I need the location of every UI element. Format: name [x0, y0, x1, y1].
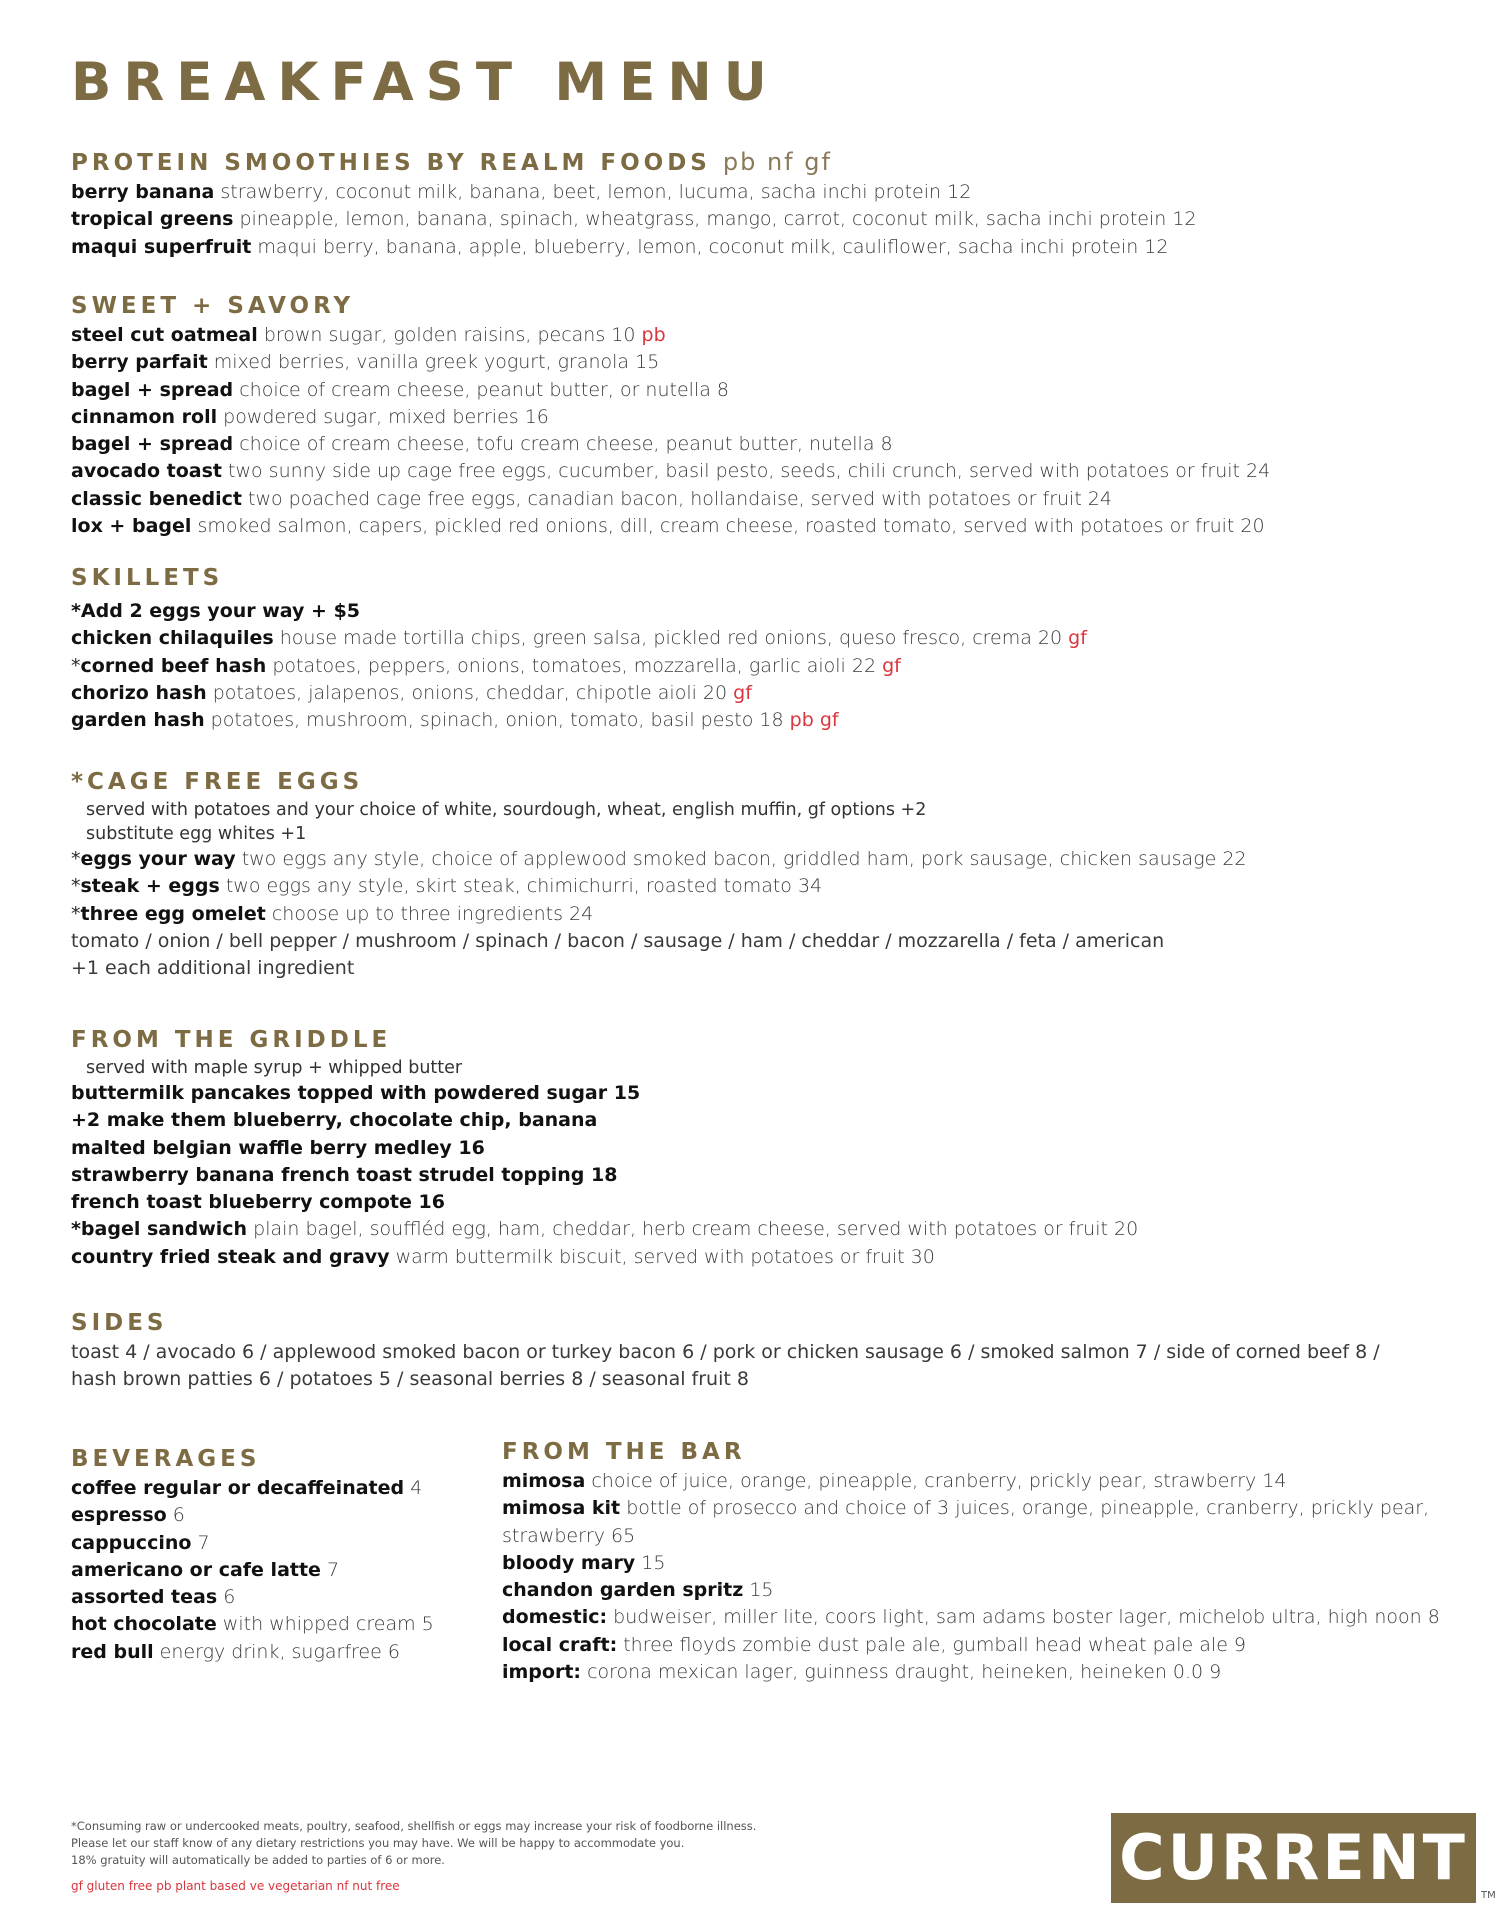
menu-item: domestic: budweiser, miller lite, coors light, sam adams boster lager, michelob ultra, high noon 8: [502, 1606, 1440, 1629]
menu-item: mimosa choice of juice, orange, pineapple, cranberry, prickly pear, strawberry 14: [502, 1470, 1287, 1492]
menu-item: americano or cafe latte 7: [71, 1558, 340, 1581]
menu-item: classic benedict two poached cage free eggs, canadian bacon, hollandaise, served with potatoes or fruit 24: [71, 487, 1112, 510]
section-bar: [502, 1436, 1449, 1686]
menu-item: strawberry banana french toast strudel topping 18: [71, 1163, 618, 1186]
disclaimer-line: *Consuming raw or undercooked meats, poultry, seafood, shellfish or eggs may increase your risk of foodborne illness.: [71, 1819, 757, 1833]
menu-item: hot chocolate with whipped cream 5: [71, 1613, 434, 1636]
menu-item: espresso 6: [71, 1504, 185, 1527]
menu-item: tropical greens pineapple, lemon, banana, spinach, wheatgrass, mango, carrot, coconut milk, sacha inchi protein 12: [71, 208, 1197, 231]
diet-tag: gf: [1068, 627, 1087, 650]
add-eggs-note: *Add 2 eggs your way + $5: [71, 600, 361, 622]
section-title: *CAGE FREE EGGS: [71, 769, 364, 795]
section-title: SIDES: [71, 1310, 168, 1336]
menu-item: chandon garden spritz 15: [502, 1579, 774, 1602]
menu-item: french toast blueberry compote 16: [71, 1191, 445, 1214]
menu-item: cinnamon roll powdered sugar, mixed berries 16: [71, 405, 549, 428]
menu-item: import: corona mexican lager, guinness draught, heineken, heineken 0.0 9: [502, 1661, 1222, 1684]
section-title: SKILLETS: [71, 565, 224, 591]
section-griddle: [71, 1024, 1449, 1271]
section-sweet-savory: [71, 290, 1449, 540]
section-note: served with potatoes and your choice of white, sourdough, wheat, english muffin, gf options +2: [86, 800, 927, 820]
menu-item: country fried steak and gravy warm buttermilk biscuit, served with potatoes or fruit 30: [71, 1245, 935, 1268]
disclaimer-line: 18% gratuity will automatically be added to parties of 6 or more.: [71, 1853, 445, 1867]
diet-legend: gf gluten free pb plant based ve vegetarian nf nut free: [71, 1879, 400, 1893]
section-title: FROM THE GRIDDLE: [71, 1027, 392, 1053]
section-sides: [71, 1307, 1429, 1394]
menu-item: *bagel sandwich plain bagel, souffléd egg, ham, cheddar, herb cream cheese, served with potatoes or fruit 20: [71, 1218, 1139, 1241]
menu-item: *steak + eggs two eggs any style, skirt steak, chimichurri, roasted tomato 34: [71, 875, 823, 898]
section-note: served with maple syrup + whipped butter: [86, 1058, 463, 1078]
menu-item: chicken chilaquiles house made tortilla chips, green salsa, pickled red onions, queso fresco, crema 20 gf: [71, 627, 1087, 650]
menu-item: *eggs your way two eggs any style, choice of applewood smoked bacon, griddled ham, pork sausage, chicken sausage 22: [71, 848, 1247, 870]
sides-list: toast 4 / avocado 6 / applewood smoked bacon or turkey bacon 6 / pork or chicken sausage 6 / smoked salmon 7 / side of corned beef 8 / hash brown patties 6 / potatoes 5 / seasonal berries 8 / seasonal fruit 8: [71, 1341, 1380, 1391]
trademark-mark: TM: [1481, 1890, 1496, 1901]
disclaimer-line: Please let our staff know of any dietary restrictions you may have. We will be happy to accommodate you.: [71, 1836, 685, 1850]
section-title: SWEET + SAVORY: [71, 293, 355, 319]
section-title: FROM THE BAR: [502, 1439, 746, 1465]
menu-item: lox + bagel smoked salmon, capers, pickled red onions, dill, cream cheese, roasted tomato, served with potatoes or fruit 20: [71, 515, 1265, 538]
menu-item: local craft: three floyds zombie dust pale ale, gumball head wheat pale ale 9: [502, 1633, 1247, 1656]
menu-item: steel cut oatmeal brown sugar, golden raisins, pecans 10 pb: [71, 324, 666, 346]
menu-item: coffee regular or decaffeinated 4: [71, 1477, 423, 1499]
menu-item: garden hash potatoes, mushroom, spinach, onion, tomato, basil pesto 18 pb gf: [71, 709, 839, 732]
omelet-additional: +1 each additional ingredient: [71, 957, 355, 980]
menu-item: bagel + spread choice of cream cheese, peanut butter, or nutella 8: [71, 378, 729, 401]
menu-item: avocado toast two sunny side up cage free eggs, cucumber, basil pesto, seeds, chili crunch, served with potatoes or fruit 24: [71, 460, 1271, 483]
menu-item: berry parfait mixed berries, vanilla greek yogurt, granola 15: [71, 351, 660, 374]
diet-tag: pb: [641, 324, 666, 346]
menu-item: maqui superfruit maqui berry, banana, apple, blueberry, lemon, coconut milk, cauliflower, sacha inchi protein 12: [71, 235, 1169, 258]
menu-item: *three egg omelet choose up to three ingredients 24: [71, 902, 594, 925]
menu-item: buttermilk pancakes topped with powdered sugar 15: [71, 1082, 641, 1104]
section-beverages: [71, 1443, 491, 1666]
menu-item: mimosa kit bottle of prosecco and choice of 3 juices, orange, pineapple, cranberry, prickly pear, strawberry 65: [502, 1497, 1430, 1547]
section-smoothies: [71, 146, 1449, 261]
diet-tag: gf: [733, 681, 752, 704]
section-tags: pb nf gf: [722, 148, 832, 176]
menu-item: *corned beef hash potatoes, peppers, onions, tomatoes, mozzarella, garlic aioli 22 gf: [71, 654, 901, 677]
current-logo: [1111, 1813, 1476, 1903]
menu-item: malted belgian waffle berry medley 16: [71, 1136, 485, 1159]
menu-item: assorted teas 6: [71, 1586, 236, 1609]
page-title: BREAKFAST MENU: [71, 52, 779, 113]
section-title: PROTEIN SMOOTHIES BY REALM FOODS pb nf gf: [71, 148, 832, 176]
menu-item: +2 make them blueberry, chocolate chip, banana: [71, 1109, 598, 1132]
footer-disclaimer: [71, 1818, 756, 1869]
logo-text: CURRENT: [1119, 1821, 1468, 1894]
diet-tag: gf: [882, 654, 901, 677]
menu-item: bagel + spread choice of cream cheese, tofu cream cheese, peanut butter, nutella 8: [71, 433, 893, 456]
menu-item: cappuccino 7: [71, 1531, 210, 1554]
menu-item: red bull energy drink, sugarfree 6: [71, 1640, 400, 1663]
menu-item: berry banana strawberry, coconut milk, banana, beet, lemon, lucuma, sacha inchi protein 12: [71, 181, 972, 203]
section-cage-free-eggs: [71, 766, 1449, 982]
section-title: BEVERAGES: [71, 1446, 261, 1472]
menu-item: chorizo hash potatoes, jalapenos, onions, cheddar, chipotle aioli 20 gf: [71, 681, 752, 704]
diet-tag: pb gf: [789, 709, 839, 732]
section-note: substitute egg whites +1: [86, 824, 307, 844]
section-skillets: [71, 562, 1449, 734]
menu-item: bloody mary 15: [502, 1551, 666, 1574]
omelet-ingredients: tomato / onion / bell pepper / mushroom / spinach / bacon / sausage / ham / cheddar / mozzarella / feta / american: [71, 929, 1165, 952]
